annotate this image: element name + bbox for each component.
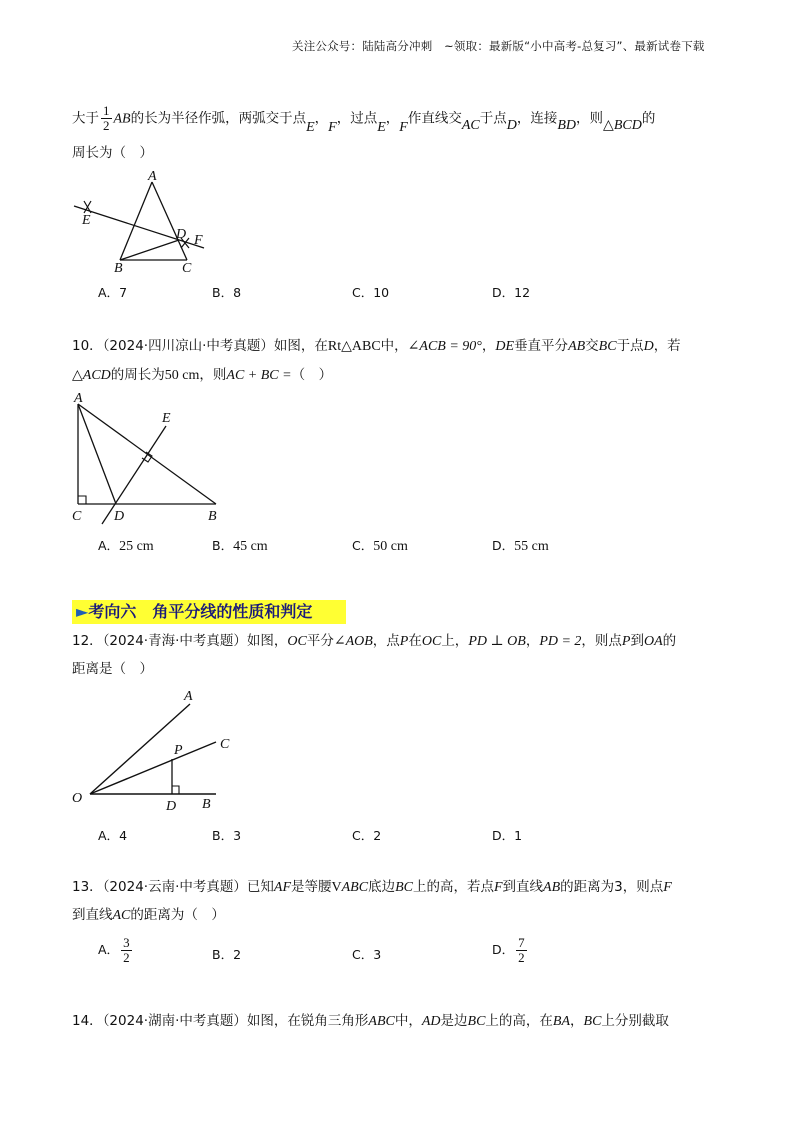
q12-right-angle-d [172,786,179,794]
q12-label-o: O [72,791,83,806]
q10-line-de [102,426,166,524]
q9-option-b[interactable]: B．8 [212,285,242,300]
q13-option-b[interactable]: B．2 [212,947,242,962]
q9-label-d: D [176,227,187,242]
q10-label-a: A [74,391,83,406]
q9-segment-ab [120,182,152,260]
q12-label-d: D [166,799,177,814]
q12-text-line2: 距离是（ ） [72,661,153,677]
q13-text-line1: 13．（2024·云南·中考真题）已知AF是等腰VABC底边BC上的高，若点F到直线AB的距离为3，则点F [72,879,672,895]
section-marker-icon: ► [76,602,89,621]
q10-segment-ad [78,404,116,504]
q12-option-d[interactable]: D．1 [492,828,523,843]
q9-text-line1: 大于 $\frac{1}{2}$ AB的长为半径作弧，两弧交于点E，F，过点E，F作直线交AC于点D，连接BD，则△BCD的 [72,103,656,135]
fraction-seven-halves: $\frac{7}{2}$ [518,935,525,965]
q10-text-line1: 10．（2024·四川凉山·中考真题）如图，在Rt△ABC中，∠ACB = 90°，DE垂直平分AB交BC于点D，若 [72,338,681,354]
q10-text-line2: △ACD的周长为50 cm，则AC + BC =（ ） [72,367,333,383]
q12-text-line1: 12．（2024·青海·中考真题）如图，OC平分∠AOB，点P在OC上，PD ⊥ OB，PD = 2，则点P到OA的 [72,633,677,649]
q13-text-line2: 到直线AC的距离为（ ） [72,907,225,923]
q12-label-b: B [202,797,211,812]
q9-option-d[interactable]: D．12 [492,285,531,300]
fraction-half: $\frac{1}{2}$ [103,103,110,133]
q12-label-c: C [220,737,230,752]
q12-label-p: P [174,743,183,758]
q9-figure [64,168,214,278]
q9-label-f: F [194,233,203,248]
q10-option-b[interactable]: B．45 cm [212,538,268,554]
q10-label-b: B [208,509,217,524]
q14-text-line1: 14．（2024·湖南·中考真题）如图，在锐角三角形ABC中，AD是边BC上的高，在BA，BC上分别截取 [72,1013,669,1029]
q9-arc-mark-e [84,201,91,213]
q9-option-c[interactable]: C．10 [352,285,390,300]
q12-figure [66,682,246,822]
q13-option-a[interactable]: A． $\frac{3}{2}$ [98,935,130,965]
q10-right-angle-c [78,496,86,504]
q10-option-d[interactable]: D．55 cm [492,538,549,554]
q10-label-e: E [162,411,171,426]
q9-text-line2: 周长为（ ） [72,145,153,161]
q9-segment-bd [120,240,179,260]
q13-option-d[interactable]: D． $\frac{7}{2}$ [492,935,525,965]
q12-ray-oc [90,742,216,794]
q13-option-c[interactable]: C．3 [352,947,382,962]
page-header: 关注公众号：陆陆高分冲刺 ~领取：最新版“小中高考-总复习”、最新试卷下载 [292,39,705,53]
q10-figure [66,390,236,530]
q10-label-c: C [72,509,82,524]
q9-label-e: E [82,213,91,228]
section-heading [72,600,346,624]
q10-label-d: D [114,509,125,524]
q12-label-a: A [184,689,193,704]
section-title: 考向六 角平分线的性质和判定 [88,602,313,621]
q12-option-c[interactable]: C．2 [352,828,382,843]
q12-option-a[interactable]: A．4 [98,828,128,843]
q9-label-a: A [148,169,157,184]
q9-option-a[interactable]: A．7 [98,285,128,300]
q9-label-c: C [182,261,192,276]
q9-label-b: B [114,261,123,276]
q9-segment-ac [152,182,187,260]
q12-option-b[interactable]: B．3 [212,828,242,843]
fraction-three-halves: $\frac{3}{2}$ [123,935,130,965]
q10-option-a[interactable]: A．25 cm [98,538,154,554]
q10-option-c[interactable]: C．50 cm [352,538,408,554]
